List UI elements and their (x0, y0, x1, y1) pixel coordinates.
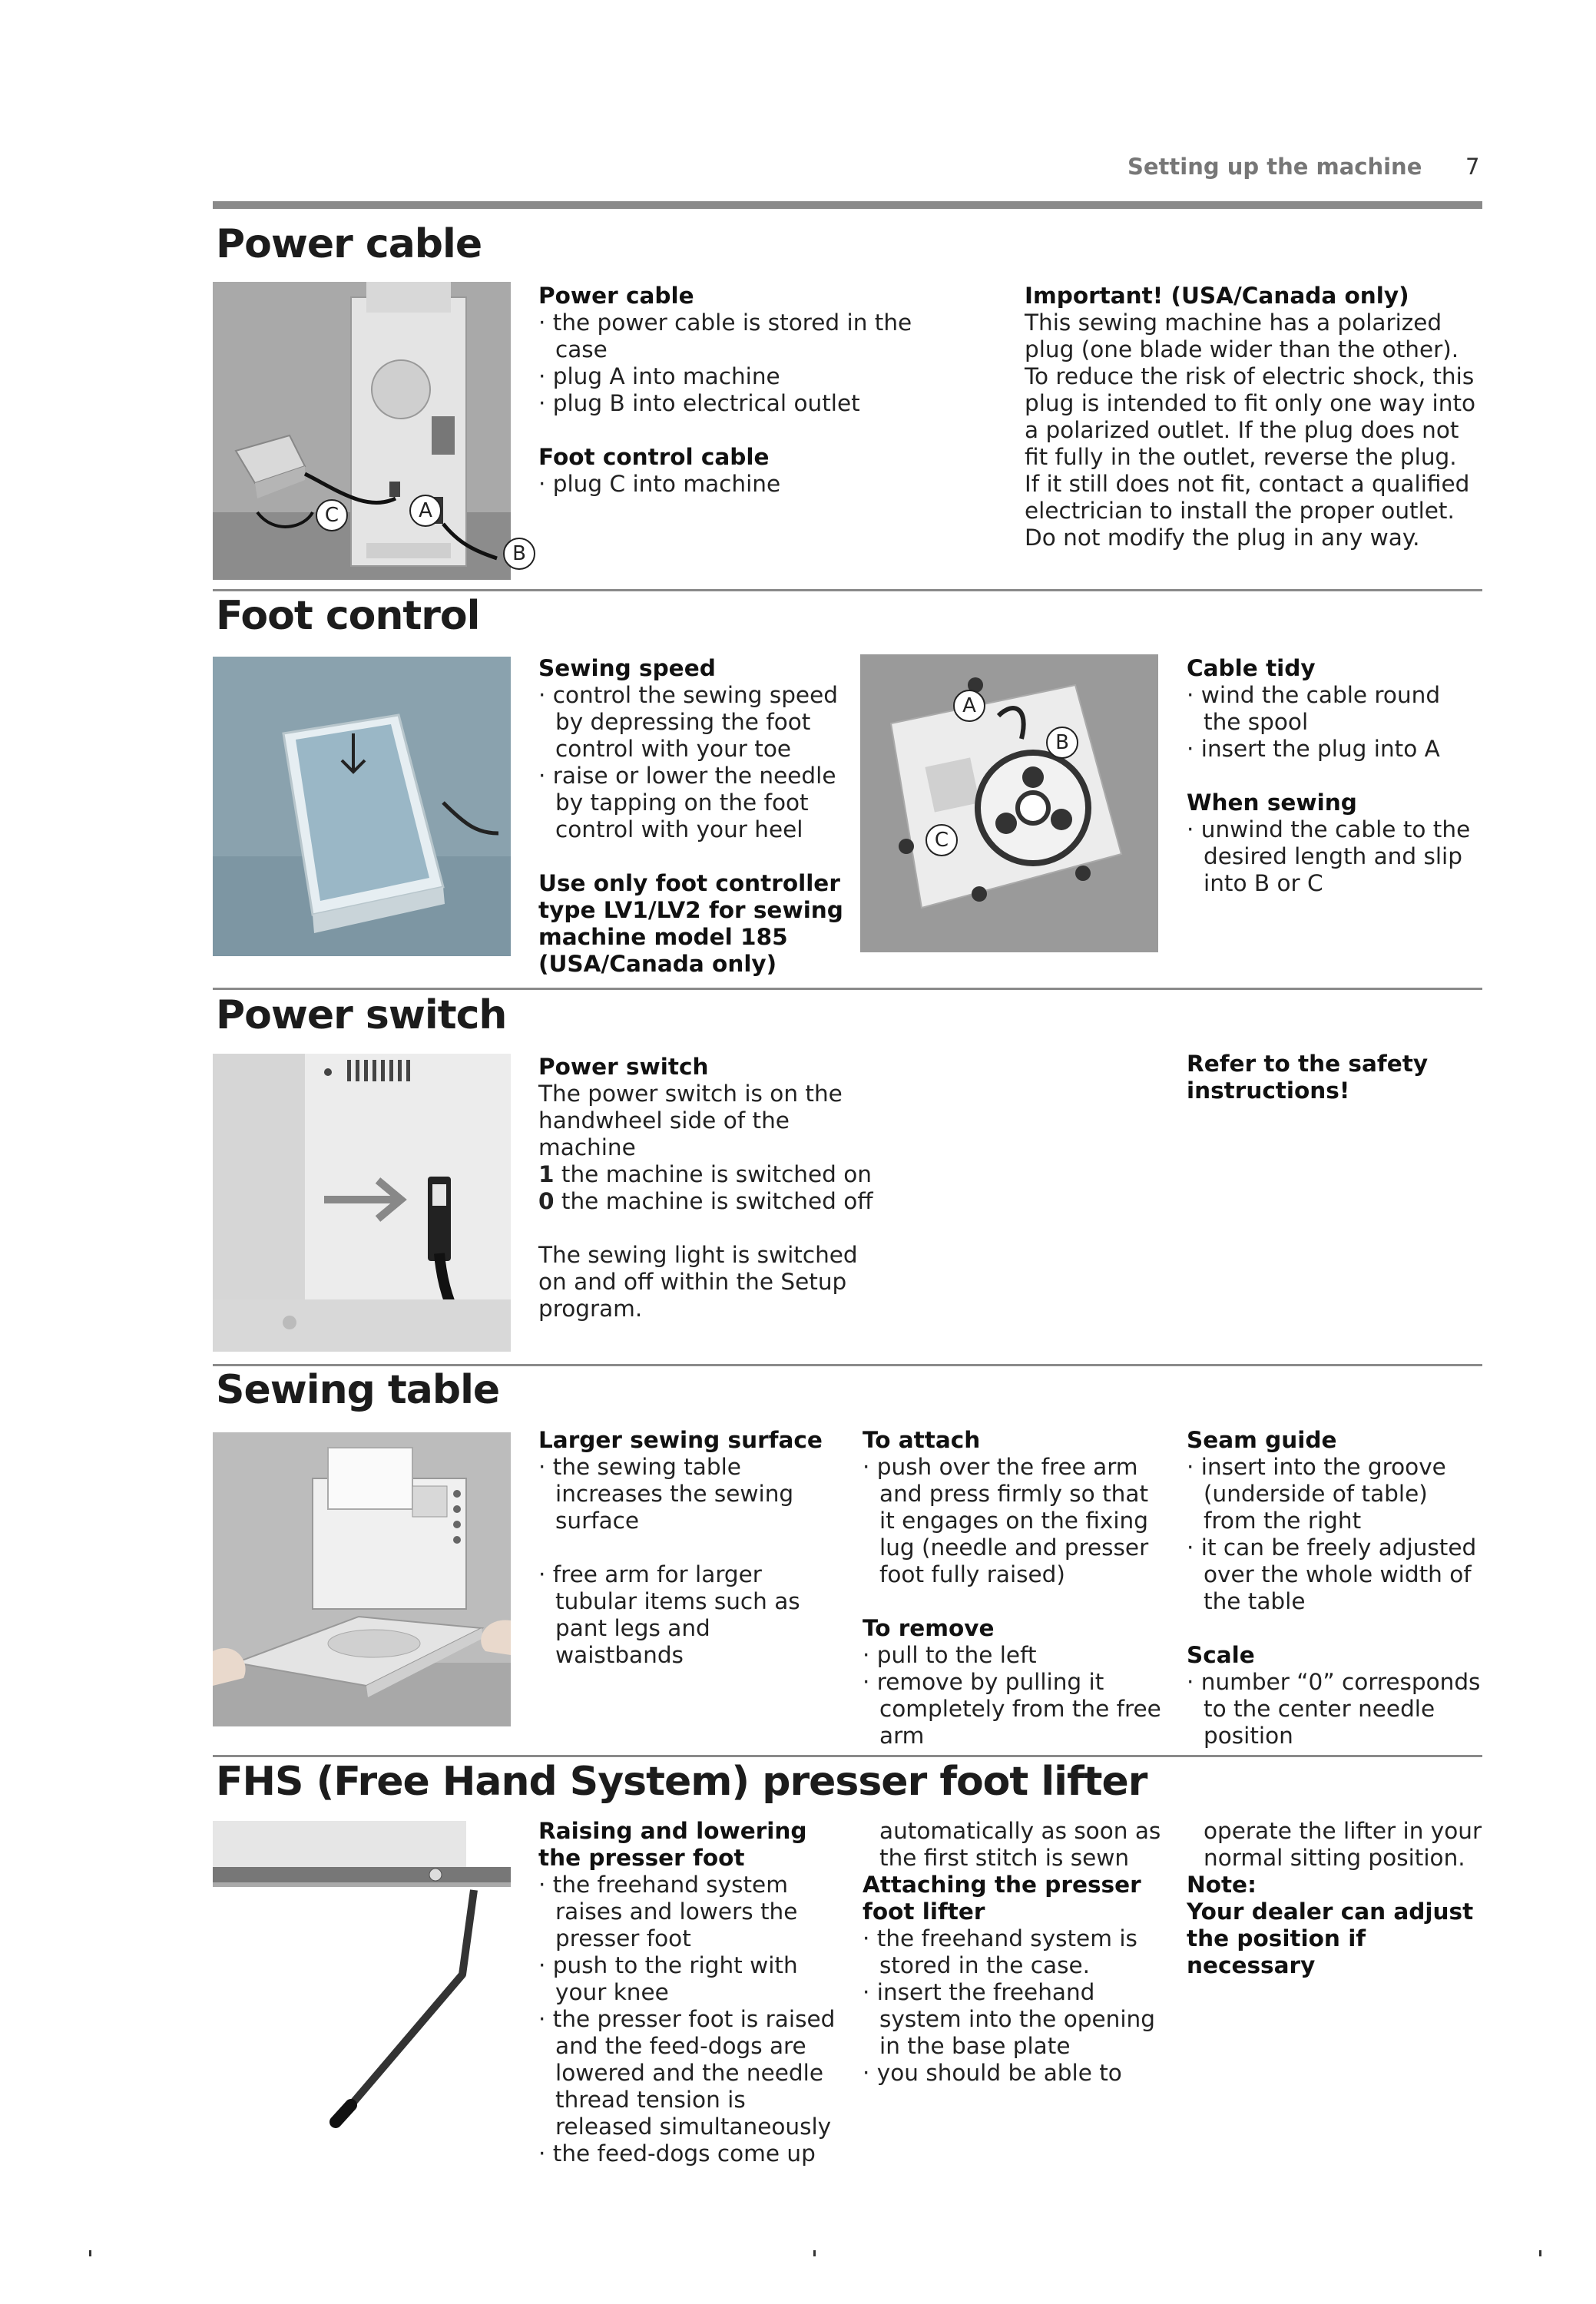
foot-controller-note: Use only foot controller type LV1/LV2 for sewing machine model 185 (USA/Canada only) (538, 870, 843, 977)
list-item: · number “0” corresponds to the center needle position (1187, 1669, 1482, 1750)
foot-control-instructions (538, 655, 846, 978)
heading-sewing-speed: Sewing speed (538, 655, 716, 681)
sewing-table-attach-remove (863, 1427, 1170, 1750)
list-item: · raise or lower the needle by tapping on the foot control with your heel (538, 763, 846, 843)
crop-mark (89, 2250, 91, 2256)
fhs-note (1187, 1818, 1482, 1979)
list-item: · remove by pulling it completely from the free arm (863, 1669, 1170, 1750)
list-item: · the sewing table increases the sewing surface (538, 1454, 846, 1534)
list-item: · the presser foot is raised and the feed-dogs are lowered and the needle thread tension is released simultaneously (538, 2006, 846, 2140)
heading-scale: Scale (1187, 1642, 1255, 1668)
list-item: · control the sewing speed by depressing the foot control with your toe (538, 682, 846, 763)
safety-reference (1187, 1051, 1482, 1104)
section-rule (213, 589, 1482, 591)
crop-mark (813, 2250, 816, 2256)
fhs-attaching (863, 1818, 1170, 2087)
section-rule (213, 988, 1482, 990)
switch-on-text: the machine is switched on (561, 1161, 872, 1187)
note-text: Your dealer can adjust the position if necessary (1187, 1898, 1474, 1978)
section-title-foot-control: Foot control (216, 593, 480, 639)
crop-mark (1539, 2250, 1541, 2256)
callout-a-power: A (409, 495, 442, 527)
heading-power-switch: Power switch (538, 1054, 709, 1080)
switch-off-line (538, 1188, 876, 1215)
sewing-table-seam-guide (1187, 1427, 1482, 1750)
list-item: · plug A into machine (538, 363, 969, 390)
list-item: · pull to the left (863, 1642, 1170, 1669)
photo-cable-tidy (860, 654, 1158, 952)
list-item: · the freehand system raises and lowers the presser foot (538, 1872, 846, 1952)
fhs-raise-lower (538, 1818, 846, 2167)
list-item: · the freehand system is stored in the case. (863, 1925, 1170, 1979)
list-item: · push over the free arm and press firmly so that it engages on the fixing lug (needle and presser foot fully raised) (863, 1454, 1170, 1588)
heading-attaching-lifter: Attaching the presser foot lifter (863, 1872, 1141, 1925)
section-title-fhs: FHS (Free Hand System) presser foot lifter (216, 1759, 1147, 1805)
power-switch-instructions (538, 1054, 876, 1322)
section-title-sewing-table: Sewing table (216, 1367, 500, 1413)
list-item: · plug B into electrical outlet (538, 390, 969, 417)
list-item: · the power cable is stored in the case (538, 310, 969, 363)
list-item: · the feed-dogs come up (538, 2140, 846, 2167)
sewing-table-larger-surface (538, 1427, 846, 1669)
callout-a-tidy: A (953, 690, 985, 722)
heading-when-sewing: When sewing (1187, 790, 1357, 816)
cable-tidy-instructions (1187, 655, 1482, 897)
list-item: · it can be freely adjusted over the whole width of the table (1187, 1534, 1482, 1615)
heading-cable-tidy: Cable tidy (1187, 655, 1316, 681)
heading-raising-lowering: Raising and lowering the presser foot (538, 1818, 807, 1871)
heading-larger-surface: Larger sewing surface (538, 1427, 823, 1453)
page-number: 7 (1465, 154, 1480, 180)
list-item: · you should be able to (863, 2060, 1170, 2087)
list-item: · push to the right with your knee (538, 1952, 846, 2006)
list-item: · insert into the groove (underside of table) from the right (1187, 1454, 1482, 1534)
important-notice (1025, 283, 1478, 551)
heading-to-remove: To remove (863, 1615, 995, 1641)
photo-foot-control (213, 657, 511, 956)
switch-off-text: the machine is switched off (561, 1188, 873, 1214)
note-label: Note: (1187, 1872, 1257, 1898)
important-text: This sewing machine has a polarized plug (one blade wider than the other). To reduce the risk of electric shock, this plug is intended to fit only one way into a polarized outlet. If the plug does not fit fully in the outlet, reverse the plug. If it still does not fit, contact a qualified electrician to install the proper outlet. Do not modify the plug in any way. (1025, 310, 1476, 551)
heading-to-attach: To attach (863, 1427, 981, 1453)
sewing-light-text: The sewing light is switched on and off within the Setup program. (538, 1242, 858, 1322)
list-item: · insert the freehand system into the opening in the base plate (863, 1979, 1170, 2060)
continued-text: automatically as soon as the first stitch is sewn (879, 1818, 1161, 1871)
list-item: · unwind the cable to the desired length and slip into B or C (1187, 816, 1482, 897)
callout-b-power: B (503, 538, 535, 570)
photo-fhs-lifter (213, 1821, 511, 2128)
list-item: · wind the cable round the spool (1187, 682, 1482, 736)
important-heading: Important! (USA/Canada only) (1025, 283, 1409, 309)
running-header: Setting up the machine (1127, 154, 1422, 180)
switch-on-key: 1 (538, 1161, 555, 1187)
callout-b-tidy: B (1046, 727, 1078, 759)
list-item: · insert the plug into A (1187, 736, 1482, 763)
callout-c-tidy: C (925, 824, 958, 856)
section-title-power-cable: Power cable (216, 221, 482, 267)
heading-power-cable: Power cable (538, 283, 694, 309)
heading-seam-guide: Seam guide (1187, 1427, 1337, 1453)
safety-note: Refer to the safety instructions! (1187, 1051, 1429, 1104)
photo-power-cable (213, 282, 511, 580)
list-item: · free arm for larger tubular items such as pant legs and waistbands (538, 1561, 846, 1669)
switch-on-line (538, 1161, 876, 1188)
photo-power-switch (213, 1054, 511, 1352)
power-cable-instructions (538, 283, 969, 498)
switch-off-key: 0 (538, 1188, 555, 1214)
section-title-power-switch: Power switch (216, 992, 507, 1038)
list-item: · plug C into machine (538, 471, 969, 498)
section-rule (213, 1364, 1482, 1366)
heading-foot-control-cable: Foot control cable (538, 444, 770, 470)
callout-c-power: C (316, 499, 348, 531)
section-rule (213, 1755, 1482, 1757)
continued-text: operate the lifter in your normal sitting position. (1204, 1818, 1482, 1871)
header-rule (213, 201, 1482, 209)
power-switch-text: The power switch is on the handwheel side of the machine (538, 1081, 843, 1160)
photo-sewing-table (213, 1432, 511, 1726)
